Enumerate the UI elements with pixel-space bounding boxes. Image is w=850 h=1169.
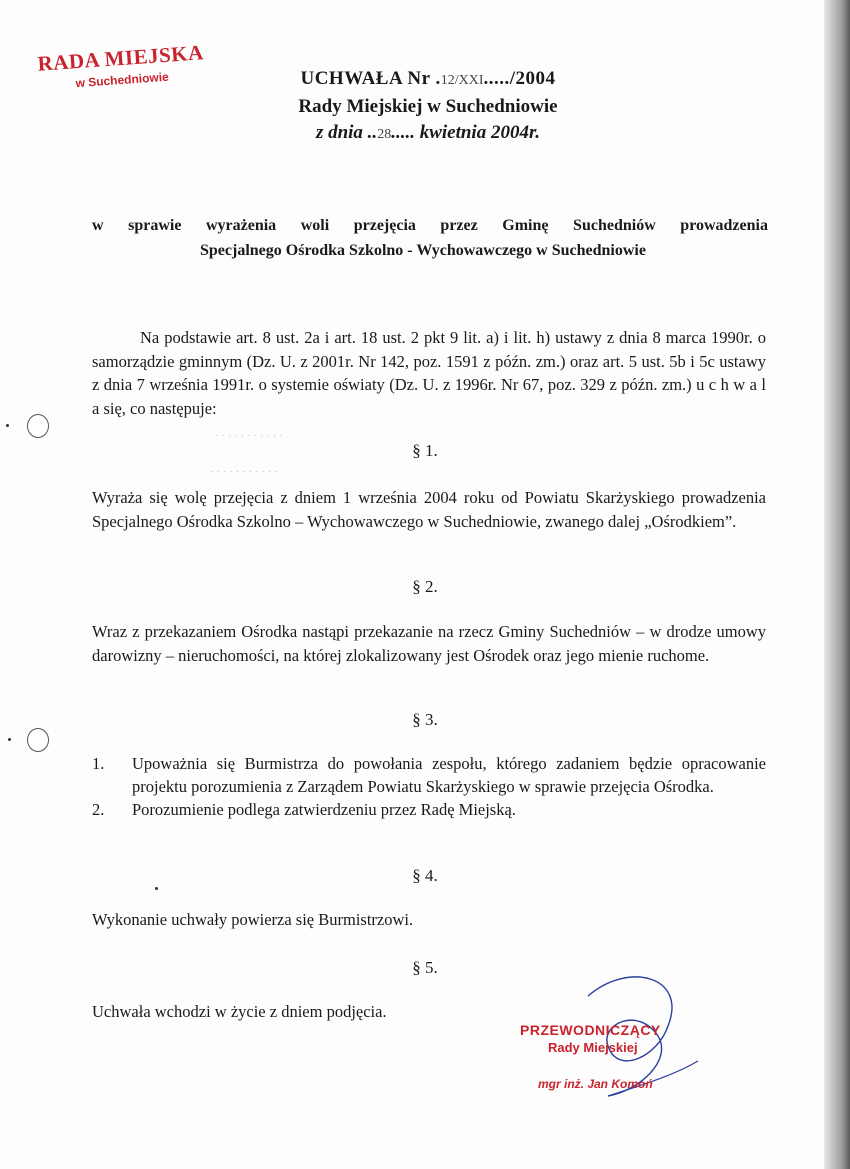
chairman-council: Rady Miejskiej: [548, 1040, 638, 1055]
speck: [6, 424, 9, 427]
section-4-text: Wykonanie uchwały powierza się Burmistrzowi.: [92, 910, 414, 929]
section-2-label: § 2.: [412, 577, 438, 596]
list-item-text: Upoważnia się Burmistrza do powołania zespołu, którego zadaniem będzie opracowanie projektu porozumienia z Zarządem Powiatu Skarżyskiego w sprawie przejęcia Ośrodka.: [132, 754, 766, 796]
speck: [8, 738, 11, 741]
resolution-heading: [228, 66, 628, 148]
stamp-line-1: RADA MIEJSKA: [36, 40, 205, 76]
council-name: Rady Miejskiej w Suchedniowie: [298, 96, 558, 117]
subject-line-1: w sprawie wyrażenia woli przejęcia przez Gminę Suchedniów prowadzenia: [92, 217, 768, 234]
section-5-label: § 5.: [412, 958, 438, 977]
resolution-subject: [92, 213, 768, 263]
legal-basis-paragraph: Na podstawie art. 8 ust. 2a i art. 18 ust. 2 pkt 9 lit. a) i lit. h) ustawy z dnia 8 marca 1990r. o samorządzie gminnym (Dz. U. z 2001r. Nr 142, poz. 1591 z późn. zm.) oraz art. 5 ust. 5b i 5c ustawy z dnia 7 września 1991r. o systemie oświaty (Dz. U. z 1996r. Nr 67, poz. 329 z późn. zm.) u c h w a l a się, co następuje:: [92, 328, 766, 418]
section-4-label: § 4.: [412, 866, 438, 885]
list-item: [92, 752, 766, 798]
punch-hole-icon: [27, 414, 49, 438]
list-item: [92, 798, 766, 821]
handwritten-number: 12/XXI: [440, 73, 484, 88]
speck: [155, 887, 158, 890]
section-5-text: Uchwała wchodzi w życie z dniem podjęcia.: [92, 1002, 387, 1021]
resolution-date: z dnia ..28..... kwietnia 2004r.: [315, 122, 541, 143]
bleed-through-text: · · · · · · · · · · ·: [210, 466, 278, 478]
resolution-number: UCHWAŁA Nr .12/XXI...../2004: [300, 68, 556, 89]
section-3-list: [92, 752, 766, 821]
handwritten-day: 28: [377, 127, 392, 142]
chairman-name: mgr inż. Jan Komoń: [538, 1077, 653, 1091]
stamp-line-2: w Suchedniowie: [75, 69, 170, 91]
punch-hole-icon: [27, 728, 49, 752]
section-2-text: Wraz z przekazaniem Ośrodka nastąpi przekazanie na rzecz Gminy Suchedniów – w drodze umowy darowizny – nieruchomości, na której zlokalizowany jest Ośrodek oraz jego mienie ruchome.: [92, 622, 766, 665]
section-1-label: § 1.: [412, 441, 438, 460]
list-item-number: 1.: [92, 754, 105, 773]
subject-line-2: Specjalnego Ośrodka Szkolno - Wychowawczego w Suchedniowie: [200, 242, 646, 259]
council-stamp: [37, 42, 206, 92]
list-item-number: 2.: [92, 800, 105, 819]
section-1-text: Wyraża się wolę przejęcia z dniem 1 września 2004 roku od Powiatu Skarżyskiego prowadzenia Specjalnego Ośrodka Szkolno – Wychowawczego w Suchedniowie, zwanego dalej „Ośrodkiem”.: [92, 488, 766, 531]
list-item-text: Porozumienie podlega zatwierdzeniu przez Radę Miejską.: [132, 800, 516, 819]
chairman-stamp: [520, 1022, 661, 1091]
section-3-label: § 3.: [412, 710, 438, 729]
chairman-title: PRZEWODNICZĄCY: [520, 1022, 661, 1038]
bleed-through-text: · · · · · · · · · · ·: [215, 430, 283, 442]
